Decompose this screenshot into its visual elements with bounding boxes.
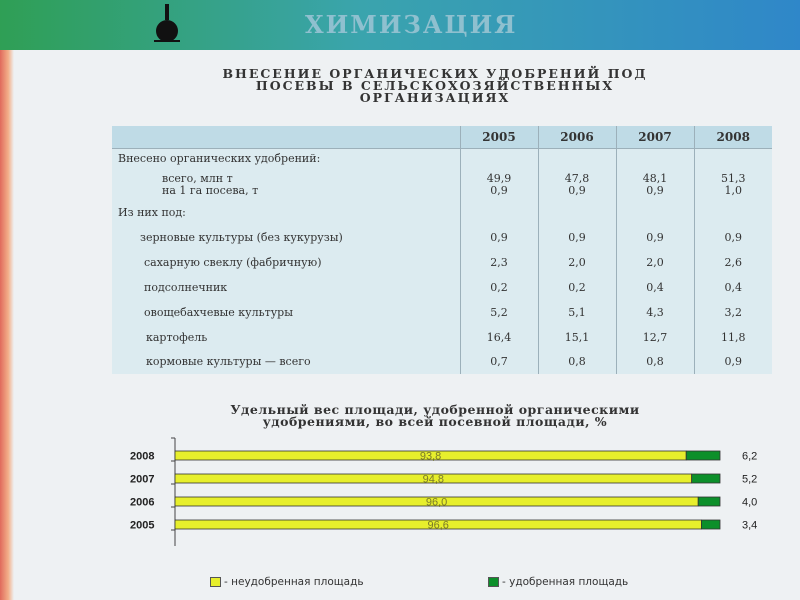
table-cell: 0,8	[538, 350, 616, 374]
table-row	[112, 169, 772, 201]
table-cell: 0,9	[460, 225, 538, 250]
table-cell: 2,0	[538, 250, 616, 275]
category-label: 2006	[130, 496, 155, 509]
row-label: картофель	[112, 325, 460, 350]
table-cell: 5,1	[538, 300, 616, 325]
table-section-row	[112, 201, 772, 225]
stacked-bar-chart	[110, 436, 770, 566]
table-row	[112, 325, 772, 350]
table-cell: 2,6	[694, 250, 772, 275]
table-title-line: ОРГАНИЗАЦИЯХ	[359, 90, 511, 105]
row-label: кормовые культуры — всего	[112, 350, 460, 374]
row-label: овощебахчевые культуры	[112, 300, 460, 325]
data-label-unfertilized: 94,8	[422, 473, 445, 486]
chart-title-line: Удельный вес площади, удобренной органическими	[230, 402, 640, 417]
per-ha-label: на 1 га посева, т	[162, 183, 259, 197]
table-row	[112, 350, 772, 374]
chart-legend	[210, 576, 710, 592]
table-cell: 51,3 1,0	[694, 169, 772, 201]
data-label-fertilized: 3,4	[742, 519, 758, 532]
chart-title	[150, 404, 720, 428]
total-label: всего, млн т	[162, 171, 233, 185]
table-cell: 5,2	[460, 300, 538, 325]
bar-fertilized	[701, 520, 720, 529]
header-cell-year: 2007	[616, 126, 694, 149]
table-cell: 16,4	[460, 325, 538, 350]
table-cell: 0,2	[538, 275, 616, 300]
table-title-line: ПОСЕВЫ В СЕЛЬСКОХОЗЯЙСТВЕННЫХ	[255, 78, 615, 93]
table-cell: 2,0	[616, 250, 694, 275]
row-label	[112, 169, 460, 201]
table-cell: 3,2	[694, 300, 772, 325]
category-label: 2007	[130, 473, 155, 486]
header-cell-empty	[112, 126, 460, 149]
table-cell: 0,9	[538, 225, 616, 250]
table-row	[112, 275, 772, 300]
table-cell: 48,1 0,9	[616, 169, 694, 201]
table-cell: 12,7	[616, 325, 694, 350]
page-title: ХИМИЗАЦИЯ	[305, 10, 518, 39]
table-cell: 0,4	[694, 275, 772, 300]
legend-label: - удобренная площадь	[502, 576, 629, 588]
table-title	[150, 68, 720, 104]
table-cell: 0,8	[616, 350, 694, 374]
table-row	[112, 225, 772, 250]
table-cell: 0,9	[694, 225, 772, 250]
fertilizer-table	[112, 126, 772, 374]
legend-label: - неудобренная площадь	[224, 576, 364, 588]
bar-fertilized	[698, 497, 720, 506]
row-label: сахарную свеклу (фабричную)	[112, 250, 460, 275]
legend-item-fertilized	[488, 576, 628, 588]
table-cell: 15,1	[538, 325, 616, 350]
table-cell: 47,8 0,9	[538, 169, 616, 201]
row-label: зерновые культуры (без кукурузы)	[112, 225, 460, 250]
data-label-fertilized: 5,2	[742, 473, 758, 486]
table-row	[112, 300, 772, 325]
legend-item-unfertilized	[210, 576, 364, 588]
data-label-fertilized: 6,2	[742, 450, 758, 463]
table-cell: 0,7	[460, 350, 538, 374]
data-label-unfertilized: 93,8	[419, 450, 442, 463]
table-section-row	[112, 149, 772, 169]
table-cell: 0,2	[460, 275, 538, 300]
table-cell: 0,9	[616, 225, 694, 250]
table-cell: 0,9	[694, 350, 772, 374]
category-label: 2008	[130, 450, 155, 463]
row-label: подсолнечник	[112, 275, 460, 300]
header-cell-year: 2006	[538, 126, 616, 149]
decorative-strip	[0, 50, 14, 600]
data-label-unfertilized: 96,0	[425, 496, 448, 509]
table-cell: 11,8	[694, 325, 772, 350]
flask-icon	[152, 4, 182, 44]
chart-title-line: удобрениями, во всей посевной площади, %	[262, 414, 608, 429]
bar-fertilized	[686, 451, 720, 460]
table-title-line: ВНЕСЕНИЕ ОРГАНИЧЕСКИХ УДОБРЕНИЙ ПОД	[222, 66, 648, 81]
bar-fertilized	[692, 474, 720, 483]
table-cell: 2,3	[460, 250, 538, 275]
table-cell: 0,4	[616, 275, 694, 300]
section-label: Из них под:	[112, 201, 460, 225]
table-row	[112, 250, 772, 275]
table-cell: 49,9 0,9	[460, 169, 538, 201]
data-label-unfertilized: 96,6	[427, 519, 449, 532]
category-label: 2005	[130, 519, 155, 532]
data-label-fertilized: 4,0	[742, 496, 758, 509]
legend-swatch	[488, 577, 499, 587]
header-banner	[0, 0, 800, 50]
table-cell: 4,3	[616, 300, 694, 325]
legend-swatch	[210, 577, 221, 587]
header-cell-year: 2005	[460, 126, 538, 149]
table-header-row	[112, 126, 772, 149]
section-label: Внесено органических удобрений:	[112, 149, 460, 169]
header-cell-year: 2008	[694, 126, 772, 149]
